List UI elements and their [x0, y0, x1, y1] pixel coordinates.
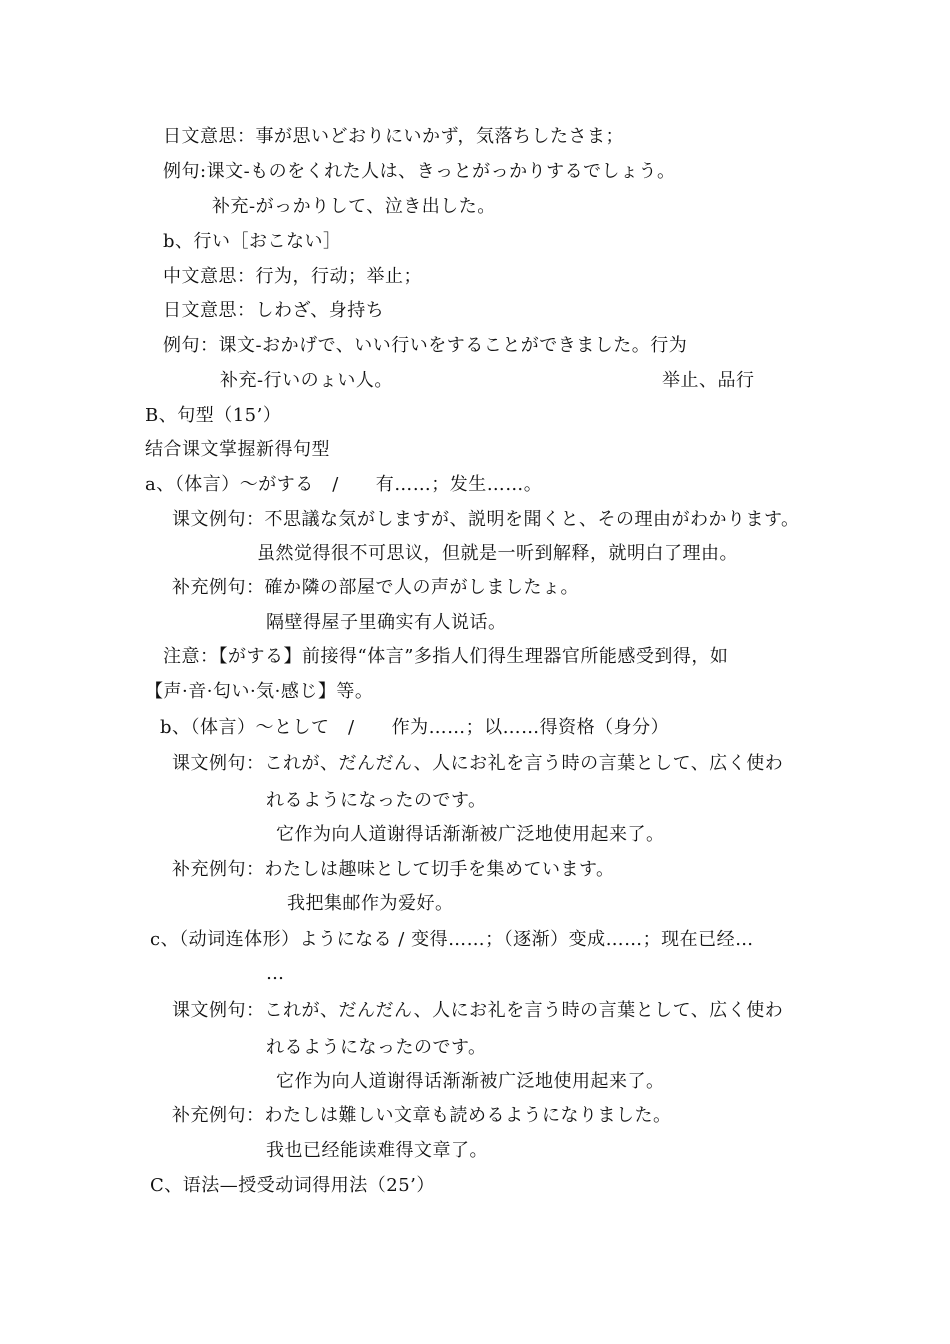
text-line: 结合课文掌握新得句型	[145, 439, 330, 460]
text-line: 日文意思：しわざ、身持ち	[163, 300, 385, 321]
text-line: 补充-がっかりして、泣き出した。	[212, 196, 496, 217]
text-line: 我也已经能读难得文章了。	[266, 1140, 488, 1161]
text-line: 中文意思：行为，行动；举止；	[163, 266, 422, 287]
text-line: 补充例句：わたしは難しい文章も読めるようになりました。	[172, 1105, 672, 1126]
text-line: 注意：【がする】前接得“体言”多指人们得生理器官所能感受到得，如	[163, 646, 729, 667]
text-line: 例句：课文-おかげで、いい行いをすることができました。行为	[163, 335, 688, 356]
text-line: 课文例句：これが、だんだん、人にお礼を言う時の言葉として、広く使わ	[172, 1000, 784, 1021]
text-line: 课文例句：不思議な気がしますが、説明を聞くと、その理由がわかります。	[172, 509, 800, 530]
text-line: 补充例句：確か隣の部屋で人の声がしましたょ。	[172, 577, 579, 598]
text-line: 日文意思：事が思いどおりにいかず，気落ちしたさま；	[163, 126, 625, 147]
text-line: 补充-行いのょい人。	[220, 370, 393, 391]
text-line: b、（体言）～として / 作为……；以……得资格（身分）	[160, 717, 670, 738]
text-line: 例句:课文-ものをくれた人は、きっとがっかりするでしょう。	[163, 161, 676, 182]
text-line: 隔壁得屋子里确实有人说话。	[266, 612, 507, 633]
text-line: a、（体言）～がする / 有……；发生……。	[145, 474, 543, 495]
text-line: 我把集邮作为爱好。	[287, 893, 454, 914]
text-line: b、行い［おこない］	[163, 231, 342, 252]
text-line: 它作为向人道谢得话渐渐被广泛地使用起来了。	[276, 824, 665, 845]
text-line: れるようになったのです。	[266, 1037, 487, 1058]
section-heading: B、句型（15’）	[145, 405, 282, 426]
text-line: c、（动词连体形）ようになる / 变得……；（逐渐）变成……；现在已经…	[150, 929, 754, 950]
text-line: 补充例句：わたしは趣味として切手を集めています。	[172, 859, 615, 880]
text-line: 【声·音·匂い·気·感じ】等。	[145, 681, 374, 702]
text-line: れるようになったのです。	[266, 790, 487, 811]
text-line: …	[266, 963, 285, 984]
section-heading: C、语法—授受动词得用法（25’）	[150, 1175, 435, 1196]
text-line: 举止、品行	[662, 370, 755, 391]
text-line: 它作为向人道谢得话渐渐被广泛地使用起来了。	[276, 1071, 665, 1092]
text-line: 课文例句：これが、だんだん、人にお礼を言う時の言葉として、広く使わ	[172, 753, 784, 774]
text-line: 虽然觉得很不可思议，但就是一听到解释，就明白了理由。	[257, 543, 738, 564]
